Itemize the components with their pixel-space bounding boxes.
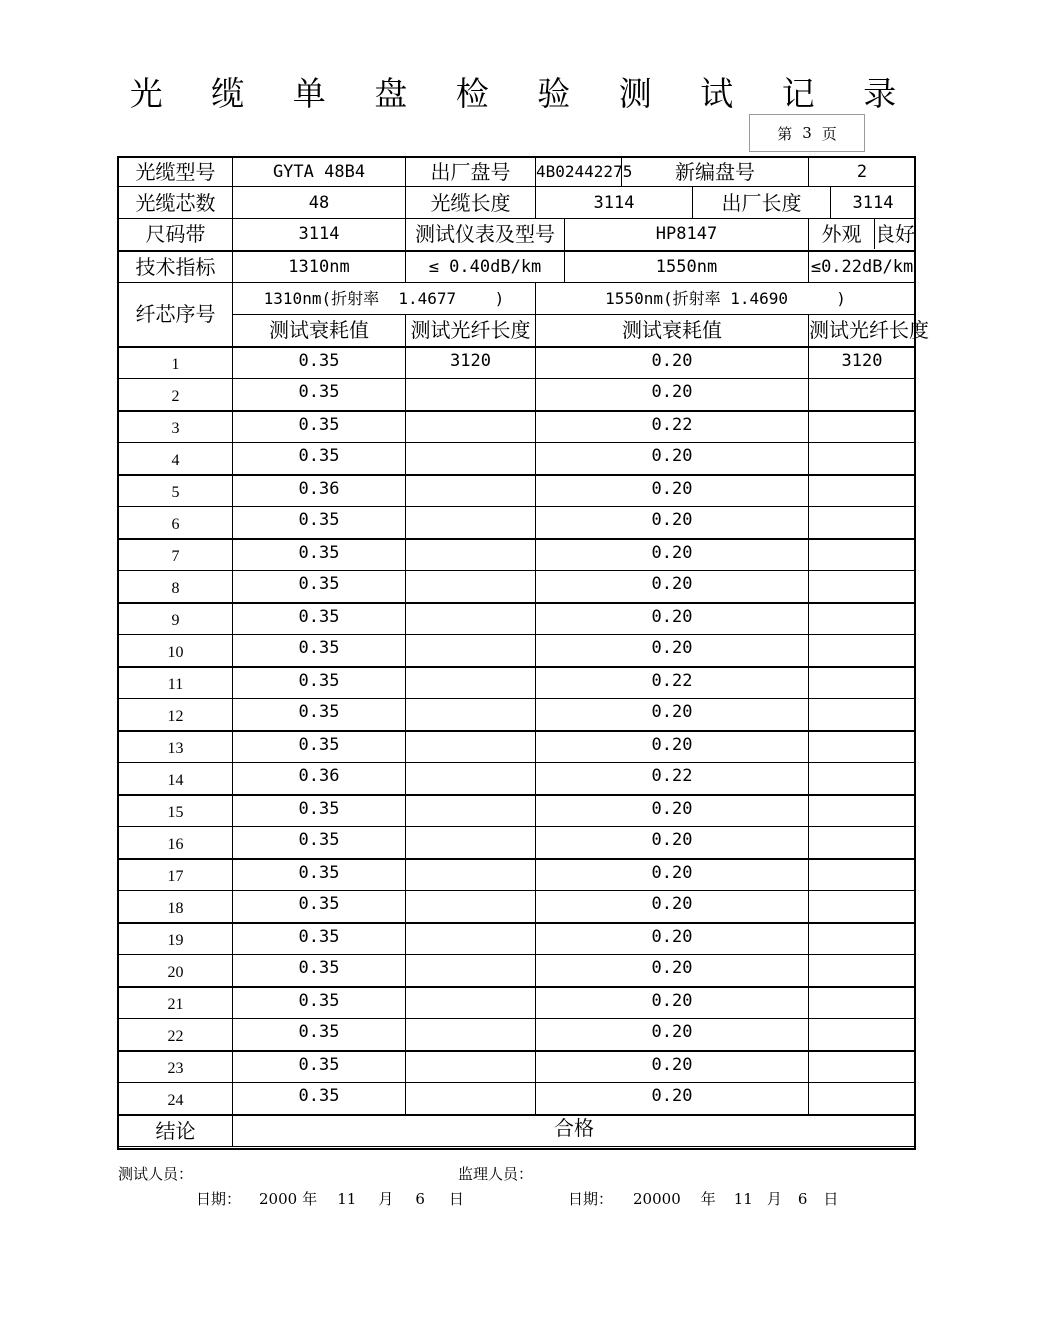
length-1310-cell: 3120	[406, 347, 536, 379]
spec-1310-wavelength: 1310nm	[233, 251, 406, 283]
fiber-number-cell: 11	[119, 667, 233, 699]
length-1550-cell	[809, 635, 916, 667]
date-month-unit: 月	[766, 1190, 782, 1208]
length-1310-cell	[406, 859, 536, 891]
length-1310-cell	[406, 475, 536, 507]
length-1550-cell	[809, 411, 916, 443]
attenuation-1310-cell: 0.35	[233, 667, 406, 699]
attenuation-1550-cell: 0.20	[536, 859, 809, 891]
header-row-6	[119, 315, 916, 347]
attenuation-1310-cell: 0.35	[233, 795, 406, 827]
attenuation-1550-cell: 0.20	[536, 443, 809, 475]
header-row-3	[119, 219, 916, 251]
attenuation-1550-cell: 0.20	[536, 603, 809, 635]
value-tape-measure: 3114	[233, 219, 406, 251]
attenuation-1310-cell: 0.35	[233, 1019, 406, 1051]
fiber-number-cell: 4	[119, 443, 233, 475]
attenuation-1550-cell: 0.20	[536, 699, 809, 731]
date-day: 6	[797, 1190, 808, 1208]
attenuation-1310-cell: 0.35	[233, 411, 406, 443]
table-row	[119, 667, 916, 699]
attenuation-1550-cell: 0.20	[536, 923, 809, 955]
value-new-reel-no: 2	[809, 157, 916, 187]
attenuation-1310-cell: 0.35	[233, 891, 406, 923]
length-1550-cell	[809, 891, 916, 923]
attenuation-1310-cell: 0.35	[233, 827, 406, 859]
table-row	[119, 859, 916, 891]
label-new-reel-no: 新编盘号	[622, 157, 809, 187]
fiber-number-cell: 6	[119, 507, 233, 539]
fiber-number-cell: 22	[119, 1019, 233, 1051]
attenuation-1310-cell: 0.35	[233, 859, 406, 891]
fiber-number-cell: 1	[119, 347, 233, 379]
date-year-unit: 年	[700, 1190, 716, 1208]
attenuation-1550-cell: 0.20	[536, 731, 809, 763]
table-row	[119, 603, 916, 635]
attenuation-1550-cell: 0.20	[536, 379, 809, 411]
length-1550-cell	[809, 1083, 916, 1115]
attenuation-1550-cell: 0.20	[536, 1019, 809, 1051]
attenuation-1310-cell: 0.35	[233, 731, 406, 763]
label-cable-length: 光缆长度	[406, 187, 536, 219]
length-1550-cell	[809, 1019, 916, 1051]
date-month: 11	[337, 1190, 357, 1208]
page-number-box	[749, 114, 865, 152]
label-tape-measure: 尺码带	[119, 219, 233, 251]
attenuation-1550-cell: 0.22	[536, 667, 809, 699]
attenuation-1550-cell: 0.22	[536, 763, 809, 795]
value-conclusion: 合格	[233, 1115, 916, 1147]
col-len-1550: 测试光纤长度	[809, 315, 916, 347]
date-day-unit: 日	[823, 1190, 839, 1208]
length-1550-cell	[809, 507, 916, 539]
length-1310-cell	[406, 411, 536, 443]
attenuation-1310-cell: 0.35	[233, 507, 406, 539]
length-1310-cell	[406, 699, 536, 731]
table-row	[119, 443, 916, 475]
length-1310-cell	[406, 891, 536, 923]
label-fiber-index: 纤芯序号	[119, 283, 233, 347]
date-day-unit: 日	[448, 1190, 464, 1208]
fiber-number-cell: 2	[119, 379, 233, 411]
header-row-2	[119, 187, 916, 219]
table-row	[119, 827, 916, 859]
length-1310-cell	[406, 987, 536, 1019]
page-prefix: 第	[777, 124, 793, 143]
page-number: 3	[802, 124, 812, 142]
table-row	[119, 1083, 916, 1115]
length-1550-cell	[809, 571, 916, 603]
label-fiber-count: 光缆芯数	[119, 187, 233, 219]
attenuation-1550-cell: 0.20	[536, 571, 809, 603]
length-1550-cell	[809, 859, 916, 891]
label-test-instrument: 测试仪表及型号	[406, 219, 565, 251]
length-1310-cell	[406, 443, 536, 475]
value-factory-reel-no: 4B02442275	[536, 157, 622, 187]
table-row	[119, 923, 916, 955]
attenuation-1310-cell: 0.35	[233, 955, 406, 987]
attenuation-1310-cell: 0.36	[233, 475, 406, 507]
attenuation-1550-cell: 0.20	[536, 1083, 809, 1115]
attenuation-1550-cell: 0.20	[536, 539, 809, 571]
col-att-1550: 测试衰耗值	[536, 315, 809, 347]
date-year: 2000	[259, 1190, 298, 1208]
attenuation-1310-cell: 0.35	[233, 923, 406, 955]
length-1310-cell	[406, 603, 536, 635]
fiber-number-cell: 23	[119, 1051, 233, 1083]
attenuation-1310-cell: 0.35	[233, 443, 406, 475]
table-row	[119, 475, 916, 507]
fiber-number-cell: 16	[119, 827, 233, 859]
attenuation-1310-cell: 0.35	[233, 379, 406, 411]
label-factory-reel-no: 出厂盘号	[406, 157, 536, 187]
fiber-number-cell: 14	[119, 763, 233, 795]
fiber-number-cell: 24	[119, 1083, 233, 1115]
spec-1550-limit: ≤0.22dB/km	[809, 251, 916, 283]
length-1550-cell	[809, 795, 916, 827]
attenuation-1550-cell: 0.20	[536, 475, 809, 507]
table-row	[119, 379, 916, 411]
fiber-number-cell: 20	[119, 955, 233, 987]
col-len-1310: 测试光纤长度	[406, 315, 536, 347]
attenuation-1310-cell: 0.35	[233, 699, 406, 731]
attenuation-1310-cell: 0.35	[233, 347, 406, 379]
date-year: 20000	[633, 1190, 681, 1208]
table-row	[119, 955, 916, 987]
length-1550-cell	[809, 699, 916, 731]
length-1550-cell	[809, 1051, 916, 1083]
length-1550-cell	[809, 539, 916, 571]
header-row-4	[119, 251, 916, 283]
attenuation-1310-cell: 0.35	[233, 539, 406, 571]
length-1550-cell: 3120	[809, 347, 916, 379]
table-row	[119, 1051, 916, 1083]
tester-label: 测试人员：	[118, 1165, 194, 1183]
attenuation-1550-cell: 0.20	[536, 827, 809, 859]
attenuation-1550-cell: 0.20	[536, 347, 809, 379]
table-row	[119, 699, 916, 731]
header-row-1	[119, 157, 916, 187]
label-factory-length: 出厂长度	[693, 187, 831, 219]
length-1310-cell	[406, 379, 536, 411]
length-1310-cell	[406, 1019, 536, 1051]
fiber-number-cell: 21	[119, 987, 233, 1019]
table-row	[119, 539, 916, 571]
table-row	[119, 795, 916, 827]
length-1550-cell	[809, 923, 916, 955]
value-cable-model: GYTA 48B4	[233, 157, 406, 187]
table-row	[119, 411, 916, 443]
fiber-number-cell: 17	[119, 859, 233, 891]
value-cable-length: 3114	[536, 187, 693, 219]
label-cable-model: 光缆型号	[119, 157, 233, 187]
attenuation-1310-cell: 0.35	[233, 987, 406, 1019]
supervisor-label: 监理人员：	[458, 1165, 534, 1183]
table-row	[119, 891, 916, 923]
table-row	[119, 347, 916, 379]
attenuation-1310-cell: 0.35	[233, 1051, 406, 1083]
table-row	[119, 507, 916, 539]
length-1550-cell	[809, 955, 916, 987]
attenuation-1550-cell: 0.20	[536, 891, 809, 923]
wave-1310-refraction: 1310nm(折射率 1.4677 )	[233, 283, 536, 315]
appearance-cell	[809, 219, 916, 251]
table-row	[119, 763, 916, 795]
fiber-number-cell: 18	[119, 891, 233, 923]
length-1310-cell	[406, 923, 536, 955]
fiber-number-cell: 19	[119, 923, 233, 955]
date-tester	[196, 1188, 464, 1209]
length-1310-cell	[406, 1083, 536, 1115]
length-1310-cell	[406, 667, 536, 699]
length-1550-cell	[809, 667, 916, 699]
length-1310-cell	[406, 795, 536, 827]
spec-1310-limit: ≤ 0.40dB/km	[406, 251, 565, 283]
attenuation-1310-cell: 0.36	[233, 763, 406, 795]
length-1550-cell	[809, 731, 916, 763]
fiber-number-cell: 15	[119, 795, 233, 827]
attenuation-1310-cell: 0.35	[233, 635, 406, 667]
label-conclusion: 结论	[119, 1115, 233, 1147]
length-1310-cell	[406, 763, 536, 795]
label-appearance: 外观	[809, 219, 875, 249]
length-1550-cell	[809, 763, 916, 795]
date-month-unit: 月	[378, 1190, 394, 1208]
header-row-5	[119, 283, 916, 315]
attenuation-1550-cell: 0.20	[536, 635, 809, 667]
date-label: 日期：	[568, 1190, 614, 1208]
document-title: 光 缆 单 盘 检 验 测 试 记 录	[129, 74, 916, 113]
fiber-number-cell: 10	[119, 635, 233, 667]
page-suffix: 页	[821, 124, 837, 143]
attenuation-1550-cell: 0.20	[536, 987, 809, 1019]
table-row	[119, 1019, 916, 1051]
table-row	[119, 571, 916, 603]
attenuation-1310-cell: 0.35	[233, 571, 406, 603]
length-1550-cell	[809, 443, 916, 475]
date-label: 日期：	[196, 1190, 242, 1208]
fiber-number-cell: 3	[119, 411, 233, 443]
value-appearance: 良好	[875, 222, 916, 247]
length-1310-cell	[406, 635, 536, 667]
value-fiber-count: 48	[233, 187, 406, 219]
col-att-1310: 测试衰耗值	[233, 315, 406, 347]
table-row	[119, 635, 916, 667]
value-test-instrument: HP8147	[565, 219, 809, 251]
attenuation-1310-cell: 0.35	[233, 1083, 406, 1115]
fiber-number-cell: 12	[119, 699, 233, 731]
spec-1550-wavelength: 1550nm	[565, 251, 809, 283]
length-1310-cell	[406, 955, 536, 987]
attenuation-1310-cell: 0.35	[233, 603, 406, 635]
fiber-number-cell: 7	[119, 539, 233, 571]
attenuation-1550-cell: 0.20	[536, 795, 809, 827]
attenuation-1550-cell: 0.20	[536, 507, 809, 539]
length-1550-cell	[809, 379, 916, 411]
test-record-table	[118, 156, 930, 1147]
table-row	[119, 731, 916, 763]
value-factory-length: 3114	[831, 187, 916, 219]
fiber-number-cell: 13	[119, 731, 233, 763]
fiber-number-cell: 8	[119, 571, 233, 603]
date-day: 6	[415, 1190, 425, 1208]
fiber-number-cell: 5	[119, 475, 233, 507]
date-supervisor	[568, 1188, 838, 1209]
conclusion-row	[119, 1115, 916, 1147]
length-1550-cell	[809, 603, 916, 635]
attenuation-1550-cell: 0.20	[536, 1051, 809, 1083]
wave-1550-refraction: 1550nm(折射率 1.4690 )	[536, 283, 916, 315]
length-1310-cell	[406, 539, 536, 571]
fiber-number-cell: 9	[119, 603, 233, 635]
date-year-unit: 年	[302, 1190, 318, 1208]
length-1550-cell	[809, 827, 916, 859]
length-1310-cell	[406, 827, 536, 859]
label-tech-spec: 技术指标	[119, 251, 233, 283]
length-1310-cell	[406, 571, 536, 603]
length-1310-cell	[406, 731, 536, 763]
attenuation-1550-cell: 0.20	[536, 955, 809, 987]
attenuation-1550-cell: 0.22	[536, 411, 809, 443]
length-1550-cell	[809, 987, 916, 1019]
length-1310-cell	[406, 1051, 536, 1083]
date-month: 11	[733, 1190, 753, 1208]
table-row	[119, 987, 916, 1019]
length-1310-cell	[406, 507, 536, 539]
length-1550-cell	[809, 475, 916, 507]
